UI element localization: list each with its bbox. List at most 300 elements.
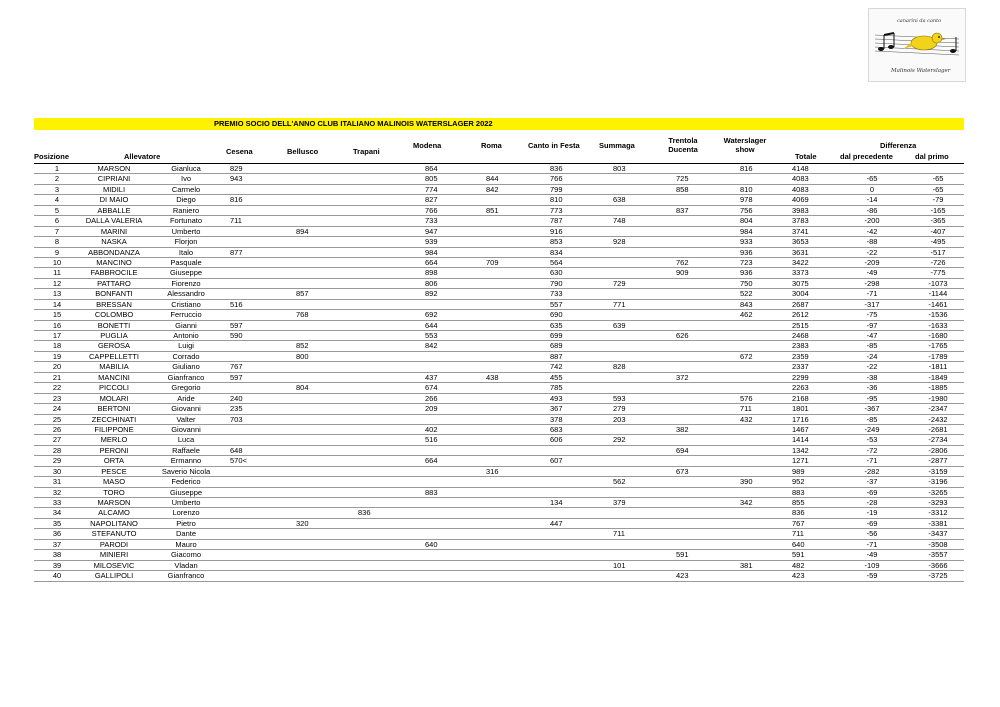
cell-last: STEFANUTO	[91, 529, 137, 539]
cell-primo: -3508	[928, 539, 948, 549]
cell-first: Raffaele	[172, 445, 200, 455]
cell-totale: 767	[792, 518, 805, 528]
cell-primo: -495	[930, 237, 946, 247]
cell-first: Umberto	[171, 226, 201, 236]
cell-prec: -367	[864, 404, 880, 414]
cell-pos: 18	[52, 341, 62, 351]
cell-totale: 4069	[792, 195, 809, 205]
cell-first: Giovanni	[171, 424, 201, 434]
table-row	[34, 467, 964, 477]
cell-primo: -775	[930, 268, 946, 278]
cell-totale: 1414	[792, 435, 809, 445]
cell-primo: -407	[930, 226, 946, 236]
cell-totale: 4083	[792, 174, 809, 184]
cell-totale: 883	[792, 487, 805, 497]
cell-bellusco: 800	[296, 351, 309, 361]
cell-first: Aride	[177, 393, 195, 403]
table-row	[34, 425, 964, 435]
cell-totale: 2468	[792, 331, 809, 340]
cell-totale: 2299	[792, 372, 809, 382]
cell-prec: -86	[866, 205, 878, 215]
cell-pos: 37	[52, 539, 62, 549]
cell-canto: 742	[550, 362, 563, 372]
cell-canto: 689	[550, 341, 563, 351]
header-allevatore: Allevatore	[124, 152, 161, 161]
cell-modena: 864	[425, 164, 438, 173]
table-row	[34, 331, 964, 341]
cell-summaga: 711	[613, 529, 625, 539]
cell-last: MABILIA	[99, 362, 129, 372]
cell-waterslager: 984	[740, 226, 753, 236]
cell-totale: 482	[792, 560, 805, 570]
results-table	[34, 164, 964, 582]
cell-totale: 989	[792, 466, 805, 476]
cell-summaga: 928	[613, 237, 626, 247]
cell-last: MARSON	[97, 164, 131, 173]
cell-totale: 2337	[792, 362, 809, 372]
cell-pos: 1	[54, 164, 60, 173]
cell-primo: -1536	[928, 310, 948, 320]
cell-primo: -3293	[928, 498, 948, 507]
table-row	[34, 550, 964, 560]
cell-canto: 447	[550, 518, 563, 528]
cell-cesena: 816	[230, 195, 243, 205]
cell-cesena: 597	[230, 372, 243, 382]
cell-summaga: 748	[613, 216, 626, 226]
cell-prec: -28	[866, 498, 878, 507]
cell-waterslager: 933	[740, 237, 753, 247]
cell-totale: 3741	[792, 226, 809, 236]
cell-first: Alessandro	[167, 289, 205, 299]
cell-prec: -49	[866, 550, 878, 560]
table-row	[34, 300, 964, 310]
cell-prec: -298	[864, 278, 880, 288]
cell-primo: -517	[930, 247, 946, 257]
table-row	[34, 435, 964, 445]
cell-modena: 898	[425, 268, 438, 278]
table-row	[34, 174, 964, 184]
cell-modena: 516	[425, 435, 438, 445]
table-row	[34, 519, 964, 529]
cell-pos: 7	[54, 226, 60, 236]
cell-prec: -65	[866, 174, 878, 184]
header-waterslager-show	[718, 136, 772, 154]
cell-prec: -71	[866, 539, 878, 549]
table-row	[34, 571, 964, 581]
logo-text-top: canarini da canto	[897, 18, 942, 24]
cell-primo: -3159	[928, 466, 948, 476]
title-bar	[34, 118, 964, 130]
cell-modena: 805	[425, 174, 438, 184]
cell-pos: 31	[52, 477, 62, 487]
cell-primo: -2734	[928, 435, 948, 445]
cell-prec: -47	[866, 331, 878, 340]
cell-waterslager: 936	[740, 247, 753, 257]
cell-summaga: 292	[613, 435, 626, 445]
cell-totale: 1342	[792, 445, 809, 455]
cell-prec: -97	[866, 320, 878, 330]
cell-prec: 0	[869, 184, 875, 194]
cell-modena: 644	[425, 320, 438, 330]
cell-pos: 26	[52, 424, 62, 434]
cell-cesena: 240	[230, 393, 243, 403]
page-title: PREMIO SOCIO DELL'ANNO CLUB ITALIANO MALINOIS WATERSLAGER 2022	[214, 119, 493, 128]
cell-canto: 785	[550, 383, 563, 393]
table-row	[34, 216, 964, 226]
cell-last: NASKA	[101, 237, 127, 247]
cell-summaga: 379	[613, 498, 626, 507]
cell-bellusco: 768	[296, 310, 309, 320]
header-posizione: Posizione	[34, 152, 70, 161]
cell-last: TORO	[103, 487, 125, 497]
cell-prec: -69	[866, 487, 878, 497]
cell-prec: -22	[866, 362, 878, 372]
cell-last: MARSON	[97, 498, 131, 507]
cell-first: Pasquale	[170, 257, 202, 267]
cell-totale: 855	[792, 498, 805, 507]
cell-cesena: 590	[230, 331, 243, 340]
cell-first: Valter	[176, 414, 196, 424]
cell-primo: -3557	[928, 550, 948, 560]
cell-first: Luca	[177, 435, 195, 445]
cell-first: Federico	[171, 477, 201, 487]
cell-summaga: 771	[613, 299, 626, 309]
cell-trentola: 626	[676, 331, 689, 340]
cell-primo: -3725	[928, 571, 948, 581]
cell-first: Ivo	[180, 174, 191, 184]
cell-first: Antonio	[173, 331, 199, 340]
cell-primo: -3381	[928, 518, 948, 528]
cell-pos: 16	[52, 320, 62, 330]
cell-pos: 30	[52, 466, 62, 476]
cell-pos: 6	[54, 216, 60, 226]
cell-last: DI MAIO	[99, 195, 129, 205]
cell-pos: 39	[52, 560, 62, 570]
cell-modena: 947	[425, 226, 438, 236]
cell-pos: 10	[52, 257, 62, 267]
cell-modena: 674	[425, 383, 438, 393]
cell-modena: 806	[425, 278, 438, 288]
cell-roma: 438	[486, 372, 499, 382]
cell-pos: 14	[52, 299, 62, 309]
cell-cesena: 943	[230, 174, 243, 184]
cell-trentola: 591	[676, 550, 689, 560]
cell-trentola: 423	[676, 571, 689, 581]
cell-pos: 22	[52, 383, 62, 393]
cell-first: Dante	[175, 529, 196, 539]
cell-first: Pietro	[176, 518, 196, 528]
cell-first: Gianfranco	[167, 571, 205, 581]
table-row	[34, 415, 964, 425]
cell-primo: -1073	[928, 278, 948, 288]
cell-roma: 842	[486, 184, 499, 194]
cell-last: PERONI	[99, 445, 129, 455]
cell-roma: 709	[486, 257, 499, 267]
cell-modena: 733	[425, 216, 438, 226]
cell-cesena: 711	[230, 216, 242, 226]
cell-summaga: 638	[613, 195, 626, 205]
cell-totale: 836	[792, 508, 805, 518]
cell-totale: 1801	[792, 404, 809, 414]
cell-last: MASO	[102, 477, 126, 487]
cell-modena: 774	[425, 184, 438, 194]
table-row	[34, 477, 964, 487]
cell-cesena: 703	[230, 414, 243, 424]
cell-pos: 34	[52, 508, 62, 518]
cell-prec: -38	[866, 372, 878, 382]
cell-canto: 766	[550, 174, 563, 184]
cell-canto: 378	[550, 414, 563, 424]
cell-first: Carmelo	[171, 184, 201, 194]
cell-pos: 13	[52, 289, 62, 299]
cell-first: Diego	[176, 195, 196, 205]
cell-first: Giovanni	[171, 404, 201, 414]
cell-first: Fortunato	[169, 216, 203, 226]
cell-primo: -365	[930, 216, 946, 226]
cell-last: MERLO	[100, 435, 128, 445]
cell-pos: 33	[52, 498, 62, 507]
cell-pos: 24	[52, 404, 62, 414]
cell-totale: 2263	[792, 383, 809, 393]
cell-canto: 916	[550, 226, 563, 236]
cell-prec: -282	[864, 466, 880, 476]
cell-trapani: 836	[358, 508, 371, 518]
cell-modena: 766	[425, 205, 438, 215]
header-trentola-line2: Ducenta	[668, 145, 698, 154]
cell-trentola: 909	[676, 268, 689, 278]
cell-waterslager: 462	[740, 310, 753, 320]
cell-prec: -200	[864, 216, 880, 226]
cell-last: MANCINI	[98, 372, 130, 382]
canary-music-logo-image	[869, 9, 965, 81]
cell-last: MOLARI	[99, 393, 129, 403]
header-bellusco: Bellusco	[287, 147, 319, 156]
cell-canto: 733	[550, 289, 563, 299]
cell-primo: -1849	[928, 372, 948, 382]
table-row	[34, 540, 964, 550]
cell-last: NAPOLITANO	[90, 518, 138, 528]
cell-summaga: 639	[613, 320, 626, 330]
cell-waterslager: 576	[740, 393, 753, 403]
cell-last: MINIERI	[99, 550, 129, 560]
cell-last: CIPRIANI	[97, 174, 131, 184]
cell-last: MILOSEVIC	[93, 560, 135, 570]
cell-last: FILIPPONE	[94, 424, 134, 434]
cell-prec: -53	[866, 435, 878, 445]
cell-last: BRESSAN	[96, 299, 132, 309]
cell-modena: 266	[425, 393, 438, 403]
cell-totale: 591	[792, 550, 805, 560]
cell-primo: -65	[932, 174, 944, 184]
cell-last: PATTARO	[97, 278, 131, 288]
cell-primo: -3312	[928, 508, 948, 518]
cell-totale: 3653	[792, 237, 809, 247]
cell-cesena: 877	[230, 247, 243, 257]
cell-last: ABBONDANZA	[88, 247, 140, 257]
cell-primo: -1980	[928, 393, 948, 403]
cell-canto: 493	[550, 393, 563, 403]
cell-first: Florjon	[174, 237, 198, 247]
cell-last: ZECCHINATI	[91, 414, 137, 424]
cell-first: Cristiano	[171, 299, 201, 309]
cell-modena: 842	[425, 341, 438, 351]
cell-pos: 12	[52, 278, 62, 288]
cell-totale: 1271	[792, 456, 809, 466]
cell-pos: 38	[52, 550, 62, 560]
cell-first: Giacomo	[170, 550, 201, 560]
header-dal-precedente: dal precedente	[840, 152, 893, 161]
cell-trentola: 372	[676, 372, 689, 382]
cell-trentola: 837	[676, 205, 689, 215]
cell-modena: 402	[425, 424, 438, 434]
cell-modena: 553	[425, 331, 438, 340]
cell-first: Vladan	[174, 560, 198, 570]
cell-cesena: 235	[230, 404, 243, 414]
cell-summaga: 828	[613, 362, 626, 372]
cell-totale: 1716	[792, 414, 809, 424]
cell-waterslager: 936	[740, 268, 753, 278]
cell-canto: 367	[550, 404, 563, 414]
table-row	[34, 498, 964, 508]
header-trapani: Trapani	[353, 147, 380, 156]
cell-modena: 892	[425, 289, 438, 299]
cell-prec: -71	[866, 289, 878, 299]
cell-trentola: 858	[676, 184, 689, 194]
cell-summaga: 279	[613, 404, 626, 414]
cell-roma: 316	[486, 466, 499, 476]
cell-totale: 3004	[792, 289, 809, 299]
header-roma: Roma	[481, 141, 502, 150]
cell-totale: 4083	[792, 184, 809, 194]
cell-primo: -3265	[928, 487, 948, 497]
cell-last: BONFANTI	[95, 289, 133, 299]
cell-totale: 3631	[792, 247, 809, 257]
cell-trentola: 673	[676, 466, 689, 476]
cell-prec: -49	[866, 268, 878, 278]
cell-prec: -42	[866, 226, 878, 236]
cell-primo: -1789	[928, 351, 948, 361]
cell-primo: -3196	[928, 477, 948, 487]
cell-bellusco: 857	[296, 289, 309, 299]
cell-summaga: 593	[613, 393, 626, 403]
cell-trentola: 694	[676, 445, 689, 455]
cell-pos: 40	[52, 571, 62, 581]
cell-bellusco: 852	[296, 341, 309, 351]
table-row	[34, 185, 964, 195]
cell-primo: -1144	[928, 289, 948, 299]
header-differenza: Differenza	[880, 141, 917, 150]
table-row	[34, 529, 964, 539]
cell-totale: 1467	[792, 424, 809, 434]
cell-first: Italo	[178, 247, 194, 257]
cell-last: ABBALLE	[97, 205, 131, 215]
header-summaga: Summaga	[599, 141, 635, 150]
cell-prec: -209	[864, 257, 880, 267]
table-row	[34, 268, 964, 278]
cell-waterslager: 810	[740, 184, 753, 194]
cell-primo: -65	[932, 184, 944, 194]
cell-canto: 455	[550, 372, 563, 382]
cell-primo: -3666	[928, 560, 948, 570]
cell-canto: 836	[550, 164, 563, 173]
cell-pos: 36	[52, 529, 62, 539]
cell-prec: -19	[866, 508, 878, 518]
cell-last: CAPPELLETTI	[88, 351, 140, 361]
cell-first: Luigi	[178, 341, 194, 351]
cell-totale: 4148	[792, 164, 809, 173]
cell-primo: -79	[932, 195, 944, 205]
table-row	[34, 279, 964, 289]
header-trentola-line1: Trentola	[668, 136, 698, 145]
cell-modena: 827	[425, 195, 438, 205]
cell-pos: 8	[54, 237, 60, 247]
cell-waterslager: 711	[740, 404, 752, 414]
cell-prec: -88	[866, 237, 878, 247]
cell-first: Gianni	[175, 320, 197, 330]
table-row	[34, 248, 964, 258]
cell-primo: -726	[930, 257, 946, 267]
cell-prec: -85	[866, 414, 878, 424]
cell-pos: 9	[54, 247, 60, 257]
cell-canto: 690	[550, 310, 563, 320]
cell-pos: 20	[52, 362, 62, 372]
cell-waterslager: 390	[740, 477, 753, 487]
table-row	[34, 195, 964, 205]
cell-cesena: 829	[230, 164, 243, 173]
cell-last: BONETTI	[97, 320, 131, 330]
cell-modena: 883	[425, 487, 438, 497]
table-row	[34, 341, 964, 351]
cell-last: GEROSA	[97, 341, 131, 351]
cell-waterslager: 342	[740, 498, 753, 507]
cell-canto: 606	[550, 435, 563, 445]
cell-first: Giuliano	[172, 362, 200, 372]
cell-canto: 635	[550, 320, 563, 330]
table-row	[34, 237, 964, 247]
table-row	[34, 321, 964, 331]
cell-canto: 630	[550, 268, 563, 278]
cell-first: Saverio Nicola	[161, 466, 211, 476]
cell-modena: 939	[425, 237, 438, 247]
cell-totale: 3373	[792, 268, 809, 278]
cell-primo: -2877	[928, 456, 948, 466]
cell-modena: 209	[425, 404, 438, 414]
cell-last: MARINI	[100, 226, 128, 236]
cell-prec: -71	[866, 456, 878, 466]
cell-last: ALCAMO	[98, 508, 130, 518]
header-dal-primo: dal primo	[915, 152, 949, 161]
cell-modena: 640	[425, 539, 438, 549]
cell-canto: 887	[550, 351, 563, 361]
cell-totale: 2383	[792, 341, 809, 351]
table-row	[34, 362, 964, 372]
header-cesena: Cesena	[226, 147, 253, 156]
cell-roma: 851	[486, 205, 499, 215]
cell-totale: 2168	[792, 393, 809, 403]
cell-modena: 984	[425, 247, 438, 257]
cell-waterslager: 816	[740, 164, 753, 173]
cell-first: Gianfranco	[167, 372, 205, 382]
cell-waterslager: 804	[740, 216, 753, 226]
header-totale: Totale	[795, 152, 817, 161]
cell-primo: -1461	[928, 299, 948, 309]
cell-waterslager: 672	[740, 351, 753, 361]
cell-pos: 35	[52, 518, 62, 528]
cell-pos: 3	[54, 184, 60, 194]
cell-totale: 3983	[792, 205, 809, 215]
cell-waterslager: 522	[740, 289, 753, 299]
cell-canto: 557	[550, 299, 563, 309]
